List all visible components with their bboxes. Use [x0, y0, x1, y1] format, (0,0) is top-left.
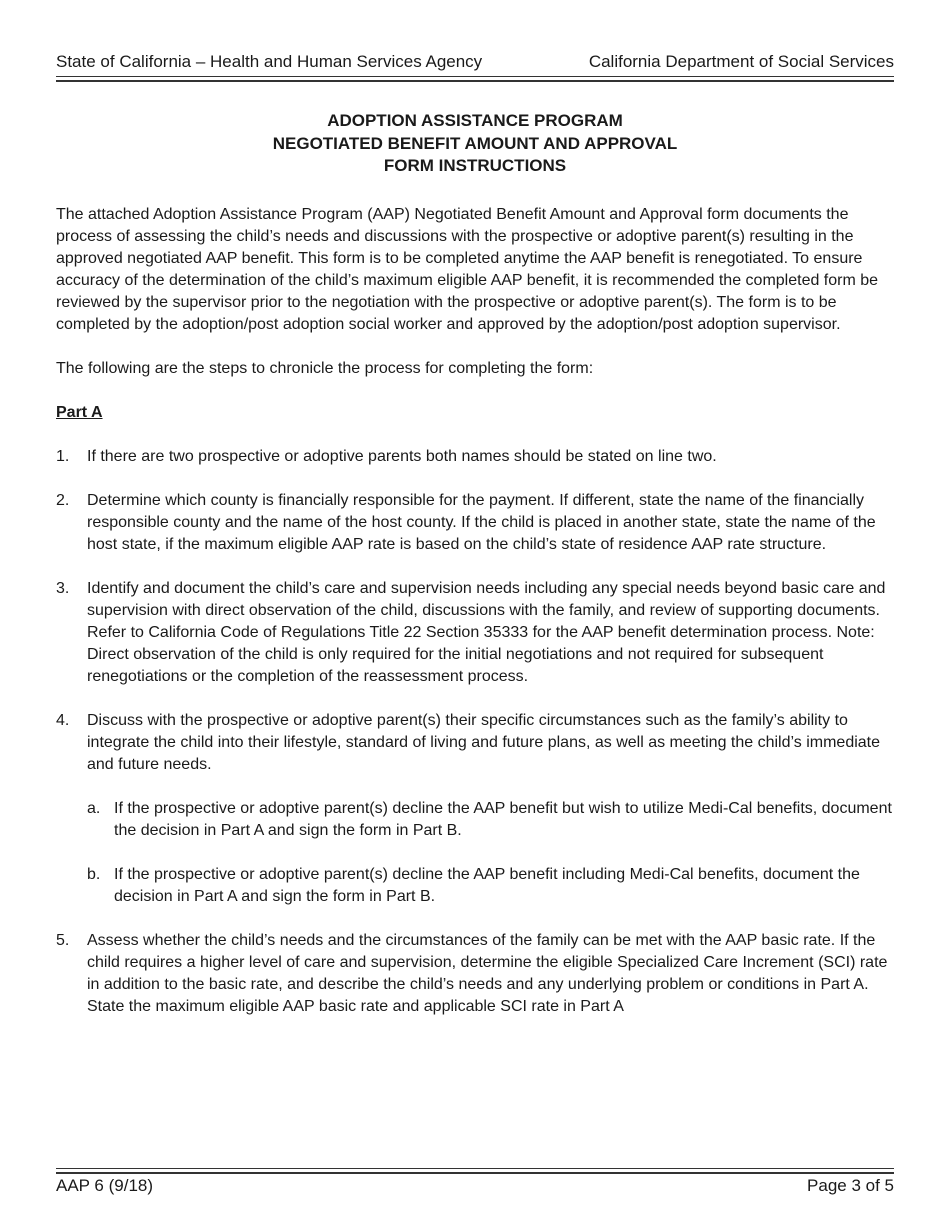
item-text: Identify and document the child’s care and supervision needs including any special needs beyond basic care and supervision with direct observation of the child, discussions with the family, and review of supporting documents. Refer to California Code of Regulations Title 22 Section 35333 for the AAP benefit determination process. Note: Direct observation of the child is only required for the initial negotiations and not required for subsequent renegotiations or the completion of the reassessment process.: [87, 580, 886, 685]
page-number: Page 3 of 5: [807, 1176, 894, 1195]
sub-item-letter: a.: [87, 800, 101, 817]
item-text: Assess whether the child’s needs and the circumstances of the family can be met with the AAP basic rate. If the child requires a higher level of care and supervision, determine the eligible Specialized Care Increment (SCI) rate in addition to the basic rate, and describe the child’s needs and any underlying problem or conditions in Part A. State the maximum eligible AAP basic rate and applicable SCI rate in Part A: [87, 932, 888, 1015]
item-text: If there are two prospective or adoptive parents both names should be stated on line two.: [87, 448, 717, 465]
item-number: 2.: [56, 492, 70, 509]
item-number: 4.: [56, 712, 70, 729]
sub-list-item: [87, 798, 896, 842]
list-item: [56, 930, 896, 1018]
document-title: [56, 110, 894, 178]
instruction-list: [56, 446, 896, 1018]
sub-list-item: [87, 864, 896, 908]
title-line-3: FORM INSTRUCTIONS: [383, 156, 567, 175]
steps-intro: The following are the steps to chronicle the process for completing the form:: [56, 360, 594, 377]
item-number: 3.: [56, 580, 70, 597]
list-item: [56, 446, 896, 468]
page-header: [56, 52, 894, 72]
title-line-2: NEGOTIATED BENEFIT AMOUNT AND APPROVAL: [272, 133, 678, 153]
sub-item-letter: b.: [87, 866, 101, 883]
list-item: [56, 578, 896, 688]
document-body: [56, 204, 896, 1040]
document-page: [56, 0, 894, 1230]
footer-double-rule: [56, 1168, 894, 1174]
sub-list: [87, 798, 896, 908]
header-agency: State of California – Health and Human Services Agency: [56, 52, 483, 71]
header-double-rule: [56, 76, 894, 82]
sub-item-text: If the prospective or adoptive parent(s) decline the AAP benefit but wish to utilize Medi-Cal benefits, document the decision in Part A and sign the form in Part B.: [114, 800, 892, 839]
item-text: Determine which county is financially responsible for the payment. If different, state the name of the financially responsible county and the name of the host county. If the child is placed in another state, state the name of the host state, if the maximum eligible AAP rate is based on the child’s state of residence AAP rate structure.: [87, 492, 876, 553]
intro-paragraph: The attached Adoption Assistance Program (AAP) Negotiated Benefit Amount and Approval form documents the process of assessing the child’s needs and discussions with the prospective or adoptive parent(s) resulting in the approved negotiated AAP benefit. This form is to be completed anytime the AAP benefit is renegotiated. To ensure accuracy of the determination of the child’s maximum eligible AAP benefit, it is recommended the completed form be reviewed by the supervisor prior to the negotiation with the prospective or adoptive parent(s). The form is to be completed by the adoption/post adoption social worker and approved by the adoption/post adoption supervisor.: [56, 206, 879, 333]
list-item: [56, 710, 896, 908]
form-number: AAP 6 (9/18): [56, 1176, 154, 1195]
item-number: 1.: [56, 448, 70, 465]
item-text: Discuss with the prospective or adoptive parent(s) their specific circumstances such as the family’s ability to integrate the child into their lifestyle, standard of living and future plans, as well as meeting the child’s immediate and future needs.: [87, 712, 881, 773]
page-footer: [56, 1176, 894, 1196]
sub-item-text: If the prospective or adoptive parent(s) decline the AAP benefit including Medi-Cal benefits, document the decision in Part A and sign the form in Part B.: [114, 866, 860, 905]
list-item: [56, 490, 896, 556]
part-a-heading: Part A: [56, 404, 103, 421]
header-department: California Department of Social Services: [588, 52, 894, 71]
title-line-1: ADOPTION ASSISTANCE PROGRAM: [327, 111, 623, 130]
item-number: 5.: [56, 932, 70, 949]
